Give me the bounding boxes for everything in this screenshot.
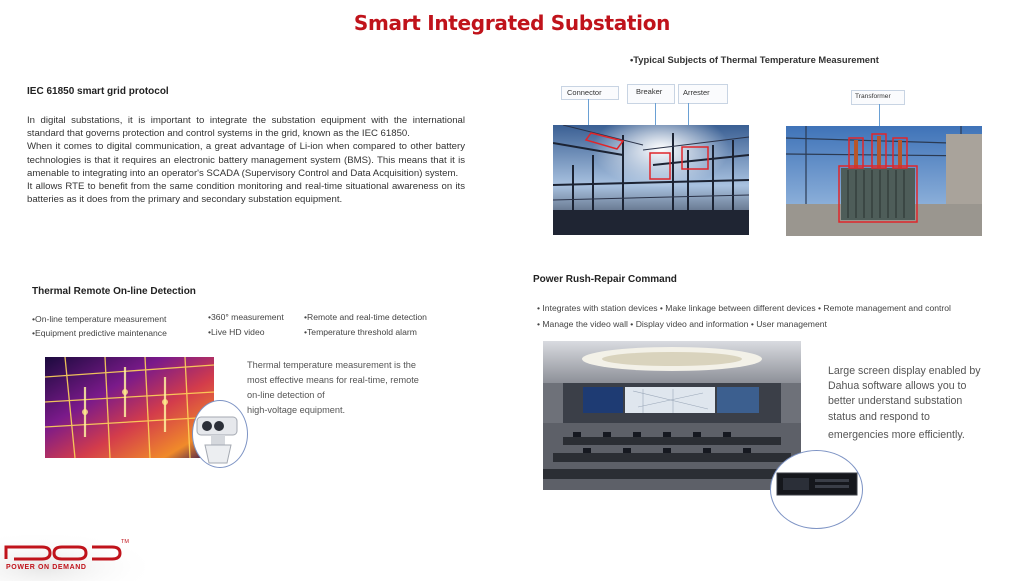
thermal-camera-icon xyxy=(193,401,247,467)
substation-photo xyxy=(553,125,749,235)
iec-paragraph-3: It allows RTE to benefit from the same condition monitoring and real-time situational awareness on its batteries as it does from the primary and secondary substation equipment. xyxy=(27,181,465,206)
power-rush-features-row-1: • Integrates with station devices • Make linkage between different devices • Remote management and control xyxy=(537,303,951,313)
iec-paragraph-2: When it comes to digital communication, a great advantage of Li-ion when compared to other battery technologies is that it requires an electronic battery management system (BMS). This means that it is amenable to integrating into an operator's SCADA (Supervisory Control and Data Acquisition) system. xyxy=(27,141,465,179)
feature-360-measurement: •360° measurement xyxy=(208,312,284,322)
large-screen-line-5: emergencies more efficiently. xyxy=(828,428,965,441)
thermal-description xyxy=(247,358,439,418)
large-screen-description xyxy=(828,364,998,443)
power-on-demand-logo xyxy=(0,535,145,581)
large-screen-line-1: Large screen display enabled by xyxy=(828,365,981,377)
iec-body xyxy=(27,114,465,206)
thermal-camera-circle xyxy=(192,400,248,468)
arrester-label: Arrester xyxy=(683,88,710,97)
thermal-description-line-3: on-line detection of xyxy=(247,390,325,400)
page-title: Smart Integrated Substation xyxy=(353,11,671,35)
breaker-label: Breaker xyxy=(636,87,663,96)
logo-text: POWER ON DEMAND xyxy=(6,564,87,571)
thermal-image xyxy=(45,357,214,458)
logo-trademark: TM xyxy=(121,539,129,545)
transformer-label: Transformer xyxy=(855,93,891,100)
connector-pointer xyxy=(588,99,589,127)
feature-threshold-alarm: •Temperature threshold alarm xyxy=(304,327,417,337)
thermal-subjects-heading: •Typical Subjects of Thermal Temperature Measurement xyxy=(630,54,879,65)
thermal-description-line-1: Thermal temperature measurement is the xyxy=(247,360,417,370)
feature-predictive-maintenance: •Equipment predictive maintenance xyxy=(32,328,167,338)
feature-live-hd-video: •Live HD video xyxy=(208,327,265,337)
thermal-description-line-4: high-voltage equipment. xyxy=(247,405,346,415)
video-wall-controller-icon xyxy=(771,451,862,528)
large-screen-line-2: Dahua software allows you to xyxy=(828,380,967,393)
iec-heading: IEC 61850 smart grid protocol xyxy=(27,86,169,97)
large-screen-line-4: status and respond to xyxy=(828,410,930,423)
thermal-description-line-2: most effective means for real-time, remote xyxy=(247,375,419,385)
transformer-photo xyxy=(786,126,982,236)
thermal-detection-heading: Thermal Remote On-line Detection xyxy=(32,286,196,297)
feature-remote-detection: •Remote and real-time detection xyxy=(304,312,427,322)
control-room-photo xyxy=(543,341,801,490)
large-screen-line-3: better understand substation xyxy=(828,395,963,408)
device-circle xyxy=(770,450,863,529)
power-rush-heading: Power Rush-Repair Command xyxy=(533,274,677,285)
feature-online-temp: •On-line temperature measurement xyxy=(32,314,167,324)
iec-paragraph-1: In digital substations, it is important to integrate the substation equipment with the international standard that governs protection and control systems in the grid, known as the IEC 61850. xyxy=(27,115,465,140)
connector-label: Connector xyxy=(567,88,602,97)
power-rush-features-row-2: • Manage the video wall • Display video and information • User management xyxy=(537,319,827,329)
